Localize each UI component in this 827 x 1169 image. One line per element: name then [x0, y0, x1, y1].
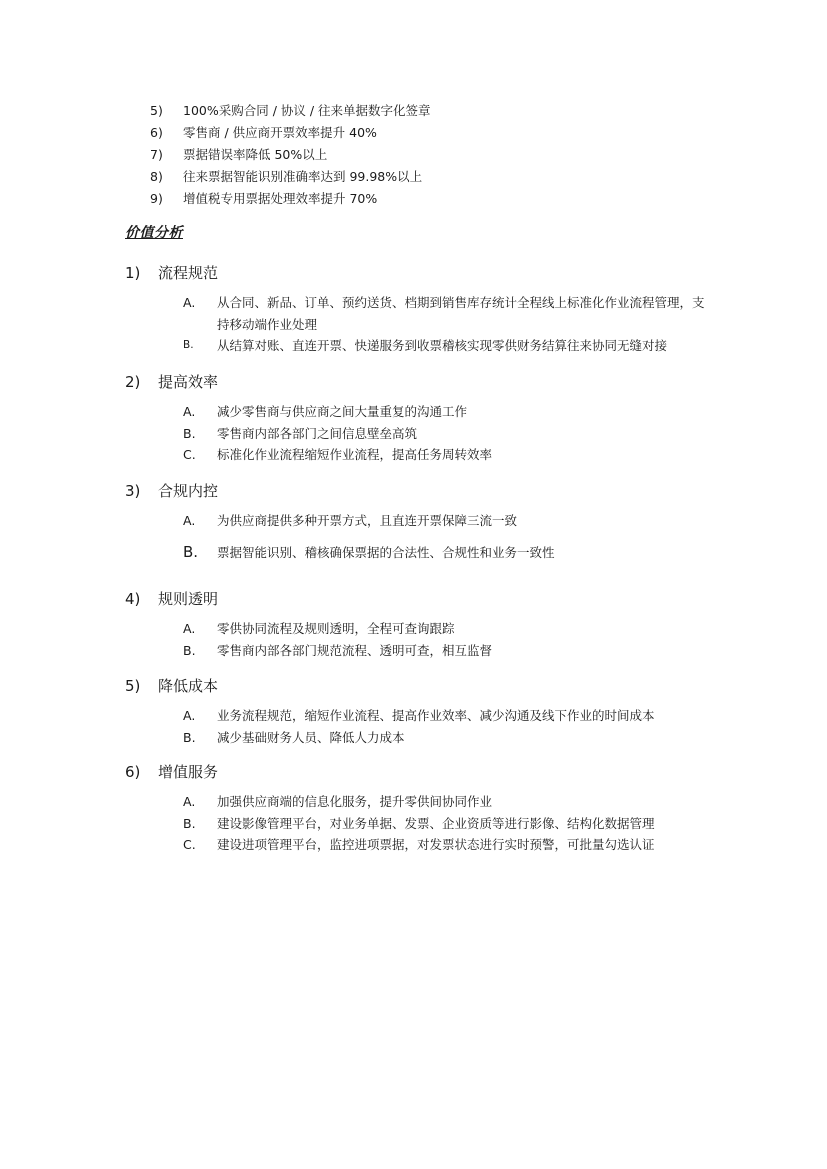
list-number: 5)	[150, 103, 163, 118]
sub-text: 标准化作业流程缩短作业流程，提高任务周转效率	[217, 447, 493, 462]
sub-letter: A.	[183, 295, 196, 310]
group-title: 提高效率	[158, 373, 219, 391]
group-heading	[125, 588, 707, 614]
sub-list	[183, 401, 707, 466]
list-number: 8)	[150, 169, 163, 184]
sub-text: 业务流程规范，缩短作业流程、提高作业效率、减少沟通及线下作业的时间成本	[217, 708, 655, 723]
group-number: 1)	[125, 264, 141, 282]
group-title: 流程规范	[158, 264, 219, 282]
sub-letter: C.	[183, 837, 196, 852]
sub-text: 加强供应商端的信息化服务，提升零供间协同作业	[217, 794, 493, 809]
group-title: 增值服务	[158, 763, 219, 781]
sub-item	[183, 401, 707, 423]
sub-text: 建设影像管理平台，对业务单据、发票、企业资质等进行影像、结构化数据管理	[217, 815, 655, 831]
group-title: 规则透明	[158, 590, 219, 608]
value-group-efficiency	[125, 371, 707, 466]
sub-list	[183, 705, 707, 748]
list-text: 100%采购合同 / 协议 / 往来单据数字化签章	[183, 103, 431, 118]
sub-item	[183, 834, 707, 856]
sub-text: 从合同、新品、订单、预约送货、档期到销售库存统计全程线上标准化作业流程管理，支持移动端作业处理	[217, 295, 705, 332]
sub-text: 零售商内部各部门规范流程、透明可查，相互监督	[217, 642, 493, 658]
sub-text: 建设进项管理平台，监控进项票据，对发票状态进行实时预警，可批量勾选认证	[217, 837, 655, 852]
sub-text: 为供应商提供多种开票方式，且直连开票保障三流一致	[217, 513, 518, 528]
metrics-list	[150, 101, 431, 211]
list-item	[150, 189, 431, 211]
value-group-value-added	[125, 761, 707, 856]
list-item	[150, 101, 431, 123]
sub-item	[183, 444, 707, 466]
group-title: 合规内控	[158, 482, 219, 500]
sub-text: 从结算对账、直连开票、快递服务到收票稽核实现零供财务结算往来协同无缝对接	[217, 338, 668, 353]
sub-letter: A.	[183, 513, 196, 528]
sub-text: 零售商内部各部门之间信息壁垒高筑	[217, 425, 418, 441]
sub-letter: B.	[183, 642, 196, 658]
list-item	[150, 167, 431, 189]
group-number: 2)	[125, 373, 141, 391]
sub-letter: A.	[183, 404, 196, 419]
sub-letter: B.	[183, 729, 196, 745]
sub-letter: B.	[183, 339, 194, 351]
sub-text: 减少基础财务人员、降低人力成本	[217, 729, 405, 745]
value-group-compliance	[125, 480, 707, 563]
sub-text: 零供协同流程及规则透明，全程可查询跟踪	[217, 621, 455, 636]
group-number: 6)	[125, 763, 141, 781]
sub-letter: B.	[183, 815, 196, 831]
list-text: 增值税专用票据处理效率提升 70%	[183, 191, 378, 206]
sub-list	[183, 510, 707, 563]
list-text: 票据错误率降低 50%以上	[183, 147, 328, 162]
group-heading	[125, 480, 707, 506]
list-text: 往来票据智能识别准确率达到 99.98%以上	[183, 169, 423, 184]
list-number: 6)	[150, 125, 163, 140]
sub-item	[183, 423, 707, 445]
sub-letter: A.	[183, 708, 196, 723]
sub-letter: C.	[183, 447, 196, 462]
sub-letter: A.	[183, 794, 196, 809]
sub-list	[183, 292, 707, 357]
group-number: 4)	[125, 590, 141, 608]
group-number: 5)	[125, 677, 141, 695]
list-item	[150, 123, 431, 145]
sub-item	[183, 727, 707, 749]
sub-item	[183, 705, 707, 727]
group-heading	[125, 371, 707, 397]
group-heading	[125, 675, 707, 701]
list-text: 零售商 / 供应商开票效率提升 40%	[183, 125, 377, 140]
value-group-process	[125, 262, 707, 357]
group-heading	[125, 761, 707, 787]
sub-letter: B.	[183, 425, 196, 441]
value-group-cost	[125, 675, 707, 748]
sub-list	[183, 618, 707, 661]
sub-item	[183, 510, 707, 532]
sub-list	[183, 791, 707, 856]
list-number: 9)	[150, 191, 163, 206]
group-heading	[125, 262, 707, 288]
value-group-transparency	[125, 588, 707, 661]
sub-item	[183, 791, 707, 813]
sub-text: 票据智能识别、稽核确保票据的合法性、合规性和业务一致性	[217, 544, 555, 560]
list-item	[150, 145, 431, 167]
sub-item	[183, 542, 707, 564]
section-title: 价值分析	[125, 225, 183, 241]
sub-text: 减少零售商与供应商之间大量重复的沟通工作	[217, 404, 468, 419]
sub-item	[183, 618, 707, 640]
group-number: 3)	[125, 482, 141, 500]
group-title: 降低成本	[158, 677, 219, 695]
sub-letter: B.	[183, 542, 199, 561]
sub-item	[183, 335, 707, 357]
list-number: 7)	[150, 147, 163, 162]
sub-item	[183, 292, 707, 335]
sub-letter: A.	[183, 621, 196, 636]
sub-item	[183, 640, 707, 662]
sub-item	[183, 813, 707, 835]
